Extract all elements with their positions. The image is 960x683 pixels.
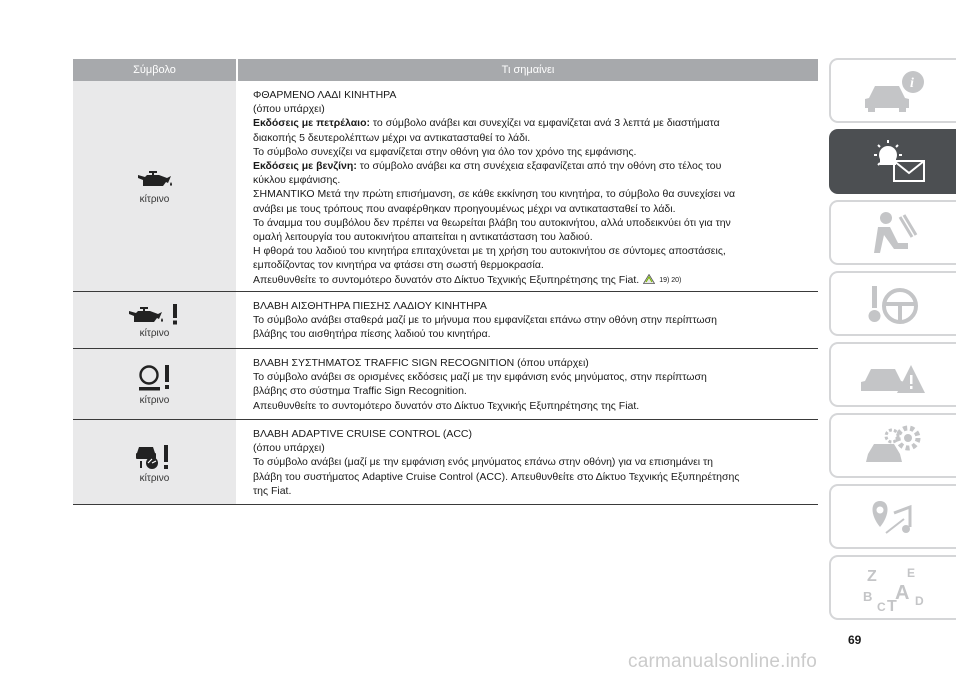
entry-text — [253, 116, 814, 130]
entry-text: κύκλου εμφάνισης. — [253, 174, 341, 187]
entry-text: της Fiat. — [253, 484, 292, 497]
footnote-refs: 19) 20) — [659, 276, 682, 284]
maintenance-gears-icon — [862, 422, 926, 470]
bold-label: Εκδόσεις με πετρέλαιο: — [253, 117, 371, 130]
car-breakdown-icon — [859, 351, 929, 399]
entry-title: ΒΛΑΒΗ ADAPTIVE CRUISE CONTROL (ACC) — [253, 428, 472, 440]
color-label: κίτρινο — [139, 472, 170, 484]
entry-text: ανάβει με τους τρόπους που αναφέρθηκαν προηγουμένως μέχρι να αντικατασταθεί το λάδι. — [253, 202, 676, 215]
entry-title: ΦΘΑΡΜΕΝΟ ΛΑΔΙ ΚΙΝΗΤΗΡΑ — [253, 89, 397, 101]
entry-text-span: Απευθυνθείτε το συντομότερο δυνατόν στο Δίκτυο Τεχνικής Εξυπηρέτησης της Fiat. — [253, 273, 640, 286]
traffic-sign-fault-icon — [138, 363, 172, 393]
table-header — [73, 59, 818, 81]
bold-label: Εκδόσεις με βενζίνη: — [253, 160, 357, 173]
tab-safety[interactable] — [829, 200, 956, 265]
entry-text — [253, 273, 814, 288]
entry-text: Το άναμμα του συμβόλου δεν πρέπει να θεωρείται βλάβη του αυτοκινήτου, αλλά υποδεικνύει ότι για την — [253, 216, 731, 229]
svg-text:T: T — [886, 597, 897, 613]
entry-text: διακοπής 5 δευτερολέπτων μέχρι να αντικατασταθεί το λάδι. — [253, 131, 531, 144]
meaning-cell — [236, 349, 818, 419]
watermark: carmanualsonline.info — [628, 651, 818, 672]
tab-starting-driving[interactable] — [829, 271, 956, 336]
entry-title: ΒΛΑΒΗ ΣΥΣΤΗΜΑΤΟΣ TRAFFIC SIGN RECOGNITION (όπου υπάρχει) — [253, 357, 589, 369]
svg-text:i: i — [909, 75, 914, 91]
media-navigation-icon — [864, 493, 924, 541]
entry-text: Το σύμβολο ανάβει σταθερά μαζί με το μήνυμα που εμφανίζεται επάνω στην οθόνη στην περίπτωση — [253, 314, 717, 327]
entry-text: ΣΗΜΑΝΤΙΚΟ Μετά την πρώτη επισήμανση, σε κάθε εκκίνηση του κινητήρα, το σύμβολο θα συνεχίσει να — [253, 188, 736, 201]
warning-light-message-icon — [854, 137, 934, 187]
color-label: κίτρινο — [139, 193, 170, 205]
symbol-cell — [73, 81, 236, 291]
table-row — [73, 349, 818, 420]
table-row — [73, 420, 818, 505]
symbol-cell — [73, 420, 236, 504]
entry-text: (όπου υπάρχει) — [253, 442, 325, 455]
alphabetical-index-icon — [859, 563, 929, 613]
entry-text: ομαλή λειτουργία του αυτοκινήτου απαιτείται η αντικατάσταση του λαδιού. — [253, 231, 593, 244]
tab-index[interactable] — [829, 555, 956, 620]
svg-text:E: E — [906, 565, 915, 580]
page-number: 69 — [848, 633, 862, 647]
tab-multimedia[interactable] — [829, 484, 956, 549]
entry-text: Το σύμβολο συνεχίζει να εμφανίζεται στην οθόνη για όλο τον χρόνο της εμφάνισης. — [253, 145, 637, 158]
color-label: κίτρινο — [139, 394, 170, 406]
header-meaning: Τι σημαίνει — [236, 59, 818, 81]
oil-pressure-fault-icon — [126, 302, 184, 326]
entry-text: Το σύμβολο ανάβει σε ορισμένες εκδόσεις μαζί με την εμφάνιση ενός μηνύματος, στην περίπτωση — [253, 371, 707, 384]
warning-triangle-icon — [643, 274, 655, 284]
svg-text:Z: Z — [866, 567, 877, 585]
table-row — [73, 292, 818, 349]
entry-text: βλάβης του αισθητήρα πίεσης λαδιού του κινητήρα. — [253, 328, 491, 341]
entry-text: (όπου υπάρχει) — [253, 103, 325, 116]
tab-emergency[interactable] — [829, 342, 956, 407]
entry-text-span: το σύμβολο ανάβει και συνεχίζει να εμφανίζεται ανά 3 λεπτά με διαστήματα — [370, 117, 720, 130]
tab-car-info[interactable] — [829, 58, 956, 123]
seat-airbag-icon — [864, 209, 924, 257]
header-symbol: Σύμβολο — [133, 64, 176, 76]
svg-text:D: D — [914, 593, 924, 608]
table-row — [73, 81, 818, 292]
entry-text: Η φθορά του λαδιού του κινητήρα επιταχύνεται με τη χρήση του αυτοκινήτου σε σύντομες αποστάσεις, — [253, 245, 726, 258]
tab-maintenance[interactable] — [829, 413, 956, 478]
car-info-icon — [859, 68, 929, 114]
meaning-cell — [236, 81, 818, 291]
meaning-cell — [236, 420, 818, 504]
symbol-cell — [73, 292, 236, 348]
entry-text: βλάβης στο σύστημα Traffic Sign Recognition. — [253, 385, 467, 398]
tab-warning-lights[interactable] — [829, 129, 956, 194]
section-tabs — [829, 58, 956, 626]
entry-text: Το σύμβολο ανάβει (μαζί με την εμφάνιση ενός μηνύματος επάνω στην οθόνη) για να επισημάνει τη — [253, 456, 714, 469]
symbol-cell — [73, 349, 236, 419]
entry-text — [253, 159, 814, 173]
svg-text:B: B — [862, 588, 872, 604]
svg-text:C: C — [876, 599, 886, 613]
svg-text:A: A — [894, 581, 909, 604]
warning-lights-table — [73, 59, 818, 505]
acc-fault-icon — [135, 441, 175, 471]
oil-can-icon — [135, 168, 175, 192]
entry-title: ΒΛΑΒΗ ΑΙΣΘΗΤΗΡΑ ΠΙΕΣΗΣ ΛΑΔΙΟΥ ΚΙΝΗΤΗΡΑ — [253, 300, 487, 312]
entry-text: εμποδίζοντας τον κινητήρα να φτάσει στη σωστή θερμοκρασία. — [253, 259, 544, 272]
entry-text-span: το σύμβολο ανάβει κα στη συνέχεια εξαφανίζεται από την οθόνη στο τέλος του — [356, 160, 722, 173]
key-steering-wheel-icon — [864, 280, 924, 328]
color-label: κίτρινο — [139, 327, 170, 339]
meaning-cell — [236, 292, 818, 348]
entry-text: Απευθυνθείτε το συντομότερο δυνατόν στο Δίκτυο Τεχνικής Εξυπηρέτησης της Fiat. — [253, 399, 640, 412]
entry-text: βλάβη του συστήματος Adaptive Cruise Control (ACC). Απευθυνθείτε στο Δίκτυο Τεχνικής Εξυπηρέτησης — [253, 470, 740, 483]
